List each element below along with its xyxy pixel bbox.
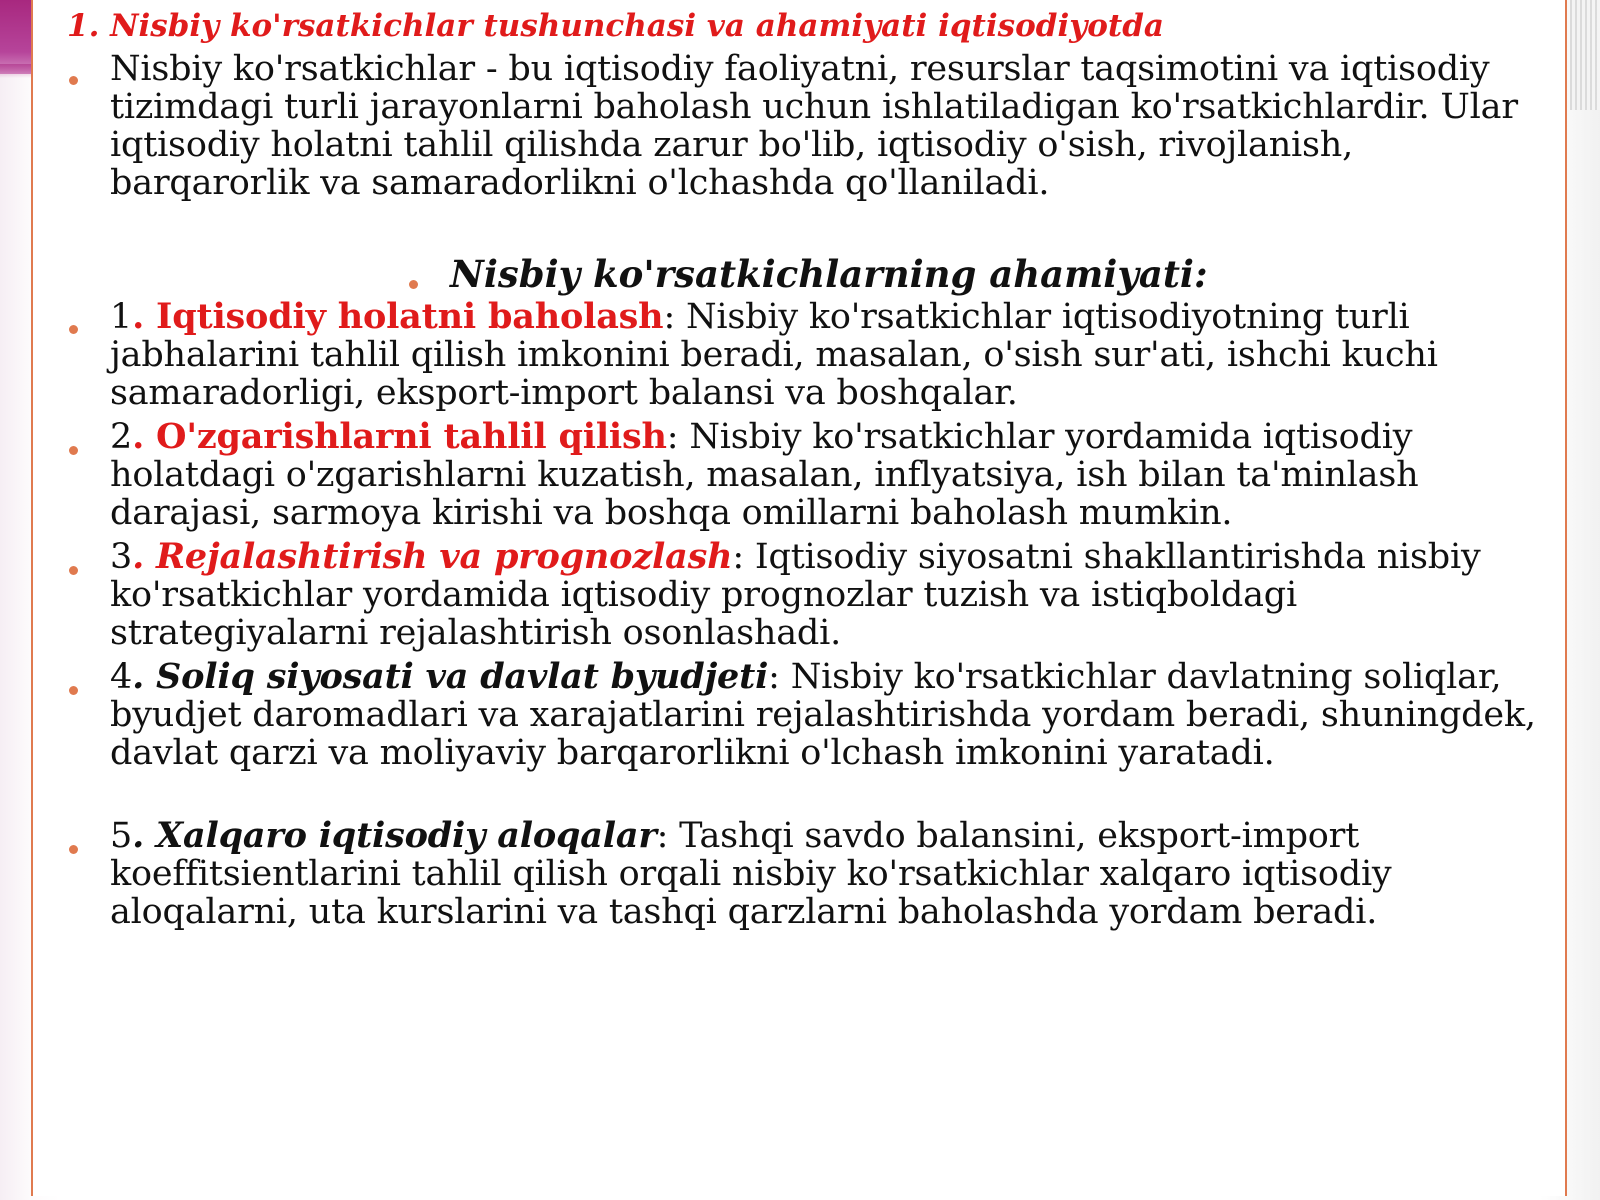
item-keyword: . Xalqaro iqtisodiy aloqalar (132, 815, 657, 856)
bullet-dot (69, 686, 78, 695)
item-number: 5 (110, 816, 133, 856)
item-number: 2 (110, 417, 133, 457)
section-subheading: Nisbiy ko'rsatkichlarning ahamiyati: (450, 252, 1208, 296)
bullet-dot (69, 76, 78, 85)
item-text: : Iqtisodiy siyosatni shakllantirishda nisbiy ko'rsatkichlar yordamida iqtisodiy prognozlar tuzish va istiqboldagi strategiyalarni rejalashtirish osonlashadi. (110, 537, 1481, 653)
item-keyword: . O'zgarishlarni tahlil qilish (132, 416, 667, 457)
item-keyword: . Iqtisodiy holatni baholash (132, 296, 664, 337)
bullet-dot (409, 280, 418, 289)
item-keyword: . Rejalashtirish va prognozlash (132, 536, 733, 577)
intro-paragraph: Nisbiy ko'rsatkichlar - bu iqtisodiy faoliyatni, resurslar taqsimotini va iqtisodiy tizimdagi turli jarayonlarni baholash uchun ishlatiladigan ko'rsatkichlardir. Ular iqtisodiy holatni tahlil qilishda zarur bo'lib, iqtisodiy o'sish, rivojlanish, barqarorlik va samaradorlikni o'lchashda qo'llaniladi. (110, 49, 1518, 203)
item-text: : Nisbiy ko'rsatkichlar yordamida iqtisodiy holatdagi o'zgarishlarni kuzatish, masalan, inflyatsiya, ish bilan ta'minlash darajasi, sarmoya kirishi va boshqa omillarni baholash mumkin. (110, 417, 1419, 533)
list-item-2 (110, 418, 1550, 532)
list-item-4 (110, 658, 1550, 772)
item-text: : Nisbiy ko'rsatkichlar davlatning soliqlar, byudjet daromadlari va xarajatlarini rejalashtirishda yordam beradi, shuningdek, davlat qarzi va moliyaviy barqarorlikni o'lchash imkonini yaratadi. (110, 657, 1536, 773)
list-item-1 (110, 298, 1550, 412)
slide-title: 1. Nisbiy ko'rsatkichlar tushunchasi va ahamiyati iqtisodiyotda (67, 8, 1164, 44)
purple-tab-shadow (0, 64, 32, 78)
bullet-dot (69, 845, 78, 854)
item-number: 4 (110, 657, 133, 697)
item-number: 3 (110, 537, 133, 577)
purple-corner-tab (0, 0, 32, 74)
right-edge-stripes (1570, 0, 1600, 110)
bullet-dot (69, 446, 78, 455)
item-number: 1 (110, 297, 133, 337)
list-item-5 (110, 817, 1550, 931)
item-keyword: . Soliq siyosati va davlat byudjeti (132, 656, 769, 697)
bullet-dot (69, 325, 78, 334)
bullet-dot (69, 566, 78, 575)
list-item-3 (110, 538, 1550, 652)
item-text: : Nisbiy ko'rsatkichlar iqtisodiyotning turli jabhalarini tahlil qilish imkonini beradi, masalan, o'sish sur'ati, ishchi kuchi samaradorligi, eksport-import balansi va boshqalar. (110, 297, 1438, 413)
item-text: : Tashqi savdo balansini, eksport-import koeffitsientlarini tahlil qilish orqali nisbiy ko'rsatkichlar xalqaro iqtisodiy aloqalarni, uta kurslarini va tashqi qarzlarni baholashda yordam beradi. (110, 816, 1392, 932)
